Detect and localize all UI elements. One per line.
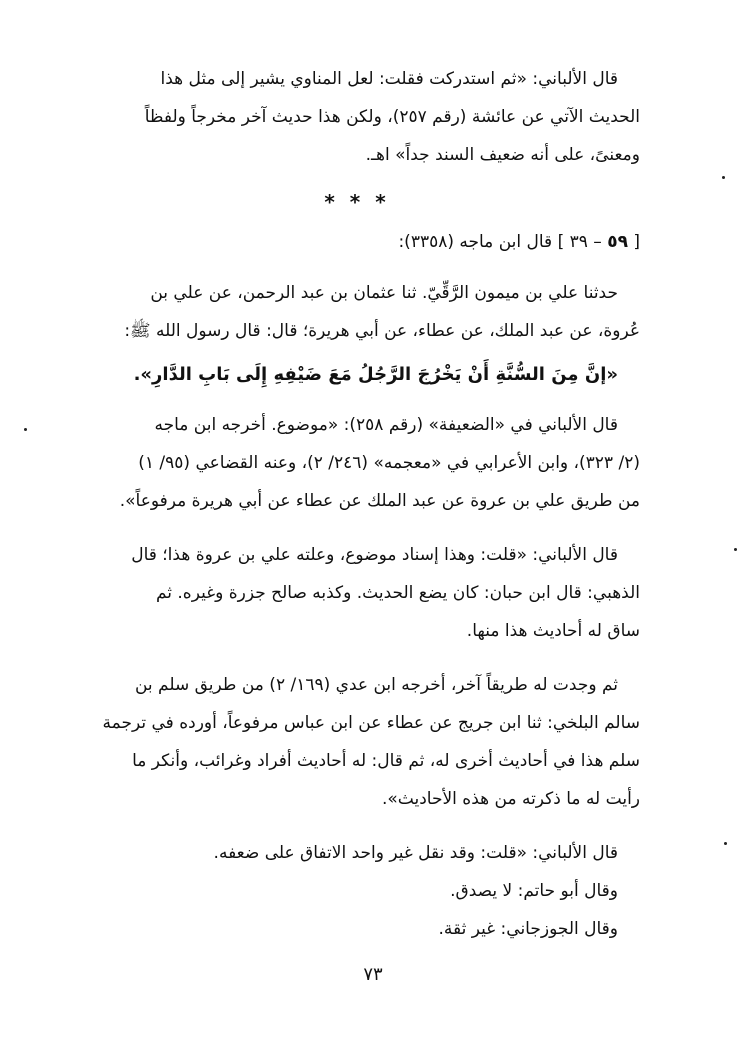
text-line: من طريق علي بن عروة عن عبد الملك عن عطاء عن أبي هريرة مرفوعاً».	[119, 491, 640, 511]
text-line: الحديث الآتي عن عائشة (رقم ٢٥٧)، ولكن هذا حديث آخر مخرجاً ولفظاً	[144, 107, 640, 127]
hadith-number-bold: ٥٩	[607, 232, 628, 252]
hadith-number: ٣٩	[569, 232, 588, 252]
bracket-close: ]	[557, 232, 565, 252]
text-line: رأيت له ما ذكرته من هذه الأحاديث».	[382, 789, 640, 809]
hadith-text: «إنَّ مِنَ السُّنَّةِ أَنْ يَخْرُجَ الرَّجُلُ مَعَ ضَيْفِهِ إِلَى بَابِ الدَّارِ».	[133, 364, 618, 385]
paragraph-isnad	[74, 274, 640, 350]
scan-speck	[734, 548, 737, 551]
text-line: عُروة، عن عبد الملك، عن عطاء، عن أبي هريرة؛ قال: قال رسول الله ﷺ:	[124, 321, 640, 341]
heading-text: قال ابن ماجه (٣٣٥٨):	[398, 232, 553, 252]
paragraph-juzajani: وقال الجوزجاني: غير ثقة.	[438, 919, 618, 939]
scan-speck	[24, 428, 27, 431]
paragraph-second-route	[74, 666, 640, 818]
paragraph-albani-note	[74, 60, 640, 174]
paragraph-abu-hatim: وقال أبو حاتم: لا يصدق.	[450, 881, 618, 901]
paragraph-weakness-consensus: قال الألباني: «قلت: وقد نقل غير واحد الاتفاق على ضعفه.	[213, 843, 618, 863]
number-dash: –	[593, 232, 602, 252]
text-line: سالم البلخي: ثنا ابن جريج عن عطاء عن ابن عباس مرفوعاً، أورده في ترجمة	[102, 713, 640, 733]
bracket-open: [	[633, 232, 640, 252]
paragraph-takhrij	[74, 406, 640, 520]
text-line: قال الألباني: «قلت: وهذا إسناد موضوع، وعلته علي بن عروة هذا؛ قال	[131, 545, 618, 565]
scan-speck	[724, 842, 727, 845]
text-line: ومعنىً، على أنه ضعيف السند جداً» اهـ.	[365, 145, 640, 165]
scan-speck	[722, 176, 725, 179]
text-line: (٢/ ٣٢٣)، وابن الأعرابي في «معجمه» (٢٤٦/ ٢)، وعنه القضاعي (٩٥/ ١)	[138, 453, 640, 473]
paragraph-isnad-criticism	[74, 536, 640, 650]
page-number: ٧٣	[363, 964, 383, 985]
text-line: ثم وجدت له طريقاً آخر، أخرجه ابن عدي (١٦٩/ ٢) من طريق سلم بن	[134, 675, 618, 695]
page-body	[74, 60, 640, 948]
text-line: الذهبي: قال ابن حبان: كان يضع الحديث. وكذبه صالح جزرة وغيره. ثم	[155, 583, 640, 603]
section-separator: * * *	[324, 190, 390, 214]
hadith-heading	[74, 224, 640, 260]
text-line: قال الألباني في «الضعيفة» (رقم ٢٥٨): «موضوع. أخرجه ابن ماجه	[154, 415, 618, 435]
text-line: ساق له أحاديث هذا منها.	[466, 621, 640, 641]
text-line: قال الألباني: «ثم استدركت فقلت: لعل المناوي يشير إلى مثل هذا	[160, 69, 618, 89]
text-line: حدثنا علي بن ميمون الرَّقِّيّ. ثنا عثمان بن عبد الرحمن، عن علي بن	[150, 283, 618, 303]
text-line: سلم هذا في أحاديث أخرى له، ثم قال: له أحاديث أفراد وغرائب، وأنكر ما	[132, 751, 640, 771]
